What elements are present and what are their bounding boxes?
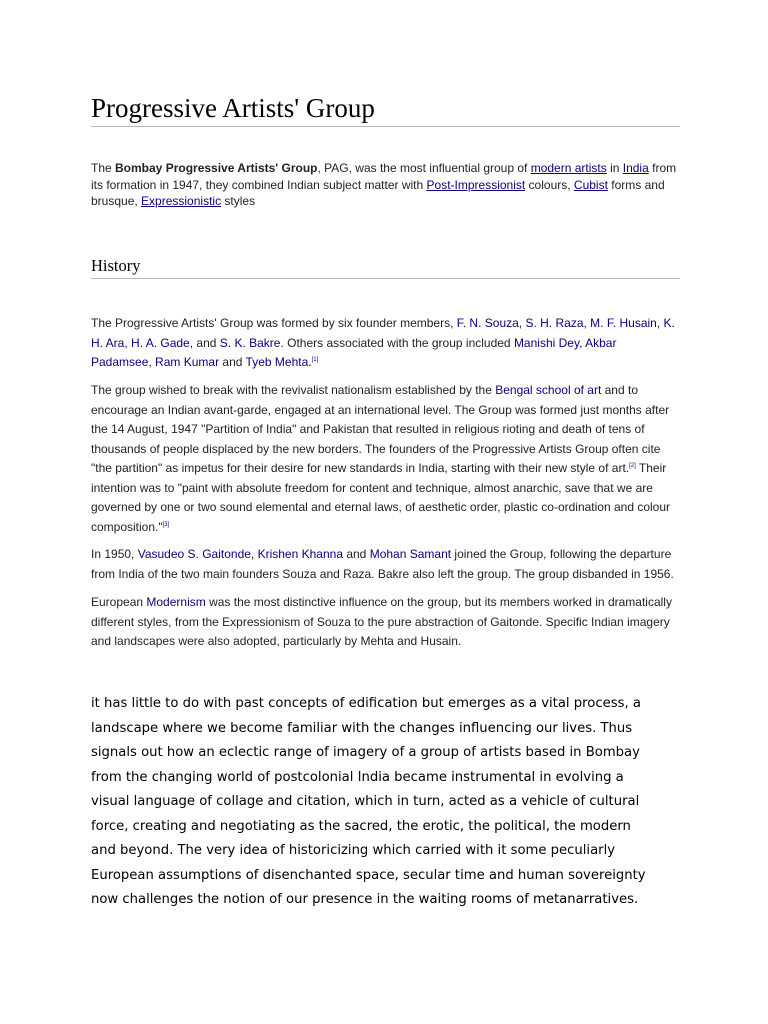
link-padamsee[interactable]: Akbar Padamsee: [91, 335, 617, 369]
link-modernism[interactable]: Modernism: [146, 595, 206, 609]
link-cubist[interactable]: Cubist: [573, 177, 608, 192]
history-paragraph-1: The Progressive Artists' Group was formed by six founder members, F. N. Souza, S. H. Raza, M. F. Husain, K. H. Ara, H. A. Gade, and S. K. Bakre. Others associated with the group included Manishi Dey, Akbar Padamsee, Ram Kumar and Tyeb Mehta.[1]: [91, 316, 675, 369]
link-post-impressionist[interactable]: Post-Impressionist: [426, 177, 526, 192]
essay-quote: it has little to do with past concepts of edification but emerges as a vital process, a landscape where we become familiar with the changes influencing our lives. Thus signals out how an eclectic range of imagery of a group of artists based in Bombay from the changing world of postcolonial India became instrumental in evolving a visual language of collage and citation, which in turn, acted as a vehicle of cultural force, creating and negotiating as the sacred, the erotic, the political, the modern and beyond. The very idea of historicizing which carried with it some peculiarly European assumptions of disenchanted space, secular time and human sovereignty now challenges the notion of our presence in the waiting rooms of metanarratives.: [91, 696, 646, 907]
link-khanna[interactable]: Krishen Khanna: [257, 547, 343, 561]
link-husain[interactable]: M. F. Husain: [590, 316, 657, 330]
link-souza[interactable]: F. N. Souza: [456, 316, 519, 330]
link-gade[interactable]: H. A. Gade: [131, 335, 190, 350]
citation-1[interactable]: [1]: [311, 357, 319, 363]
link-bakre[interactable]: S. K. Bakre: [219, 335, 281, 350]
link-ara[interactable]: K. H. Ara: [91, 316, 675, 350]
intro-paragraph: The Bombay Progressive Artists' Group, PAG, was the most influential group of modern artists in India from its formation in 1947, they combined Indian subject matter with Post-Impressionist colours, Cubist forms and brusque, Expressionistic styles: [91, 161, 677, 208]
page-title: Progressive Artists' Group: [91, 92, 680, 127]
history-paragraph-3: In 1950, Vasudeo S. Gaitonde, Krishen Khanna and Mohan Samant joined the Group, following the departure from India of the two main founders Souza and Raza. Bakre also left the group. The group disbanded in 1956.: [91, 547, 674, 581]
bold-term: Bombay Progressive Artists' Group: [115, 161, 318, 175]
citation-3[interactable]: [3]: [162, 521, 170, 528]
history-paragraph-2: The group wished to break with the revivalist nationalism established by the Bengal school of art and to encourage an Indian avant-garde, engaged at an international level. The Group was formed just months after the 14 August, 1947 "Partition of India" and Pakistan that resulted in religious rioting and death of tens of thousands of people displaced by the new borders. The founders of the Progressive Artists Group often cite "the partition" as impetus for their desire for new standards in India, starting with their new style of art.[2] Their intention was to "paint with absolute freedom for content and technique, almost anarchic, save that we are governed by one or two sound elemental and eternal laws, of aesthetic order, plastic co-ordination and colour composition."[3]: [91, 383, 671, 534]
link-samant[interactable]: Mohan Samant: [369, 547, 452, 561]
link-raza[interactable]: S. H. Raza: [525, 316, 584, 330]
link-expressionistic[interactable]: Expressionistic: [141, 194, 222, 208]
link-kumar[interactable]: Ram Kumar: [155, 355, 220, 369]
link-mehta[interactable]: Tyeb Mehta: [245, 355, 309, 369]
link-dey[interactable]: Manishi Dey: [513, 335, 580, 350]
link-india[interactable]: India: [622, 161, 649, 175]
link-gaitonde[interactable]: Vasudeo S. Gaitonde: [137, 547, 251, 561]
section-heading-history: History: [91, 255, 680, 279]
history-paragraph-4: European Modernism was the most distinctive influence on the group, but its members worked in dramatically different styles, from the Expressionism of Souza to the pure abstraction of Gaitonde. Specific Indian imagery and landscapes were also adopted, particularly by Mehta and Husain.: [91, 595, 672, 648]
citation-2[interactable]: [2]: [629, 463, 636, 469]
link-modern-artists[interactable]: modern artists: [530, 161, 607, 175]
link-bengal-school[interactable]: Bengal school of art: [495, 383, 602, 397]
